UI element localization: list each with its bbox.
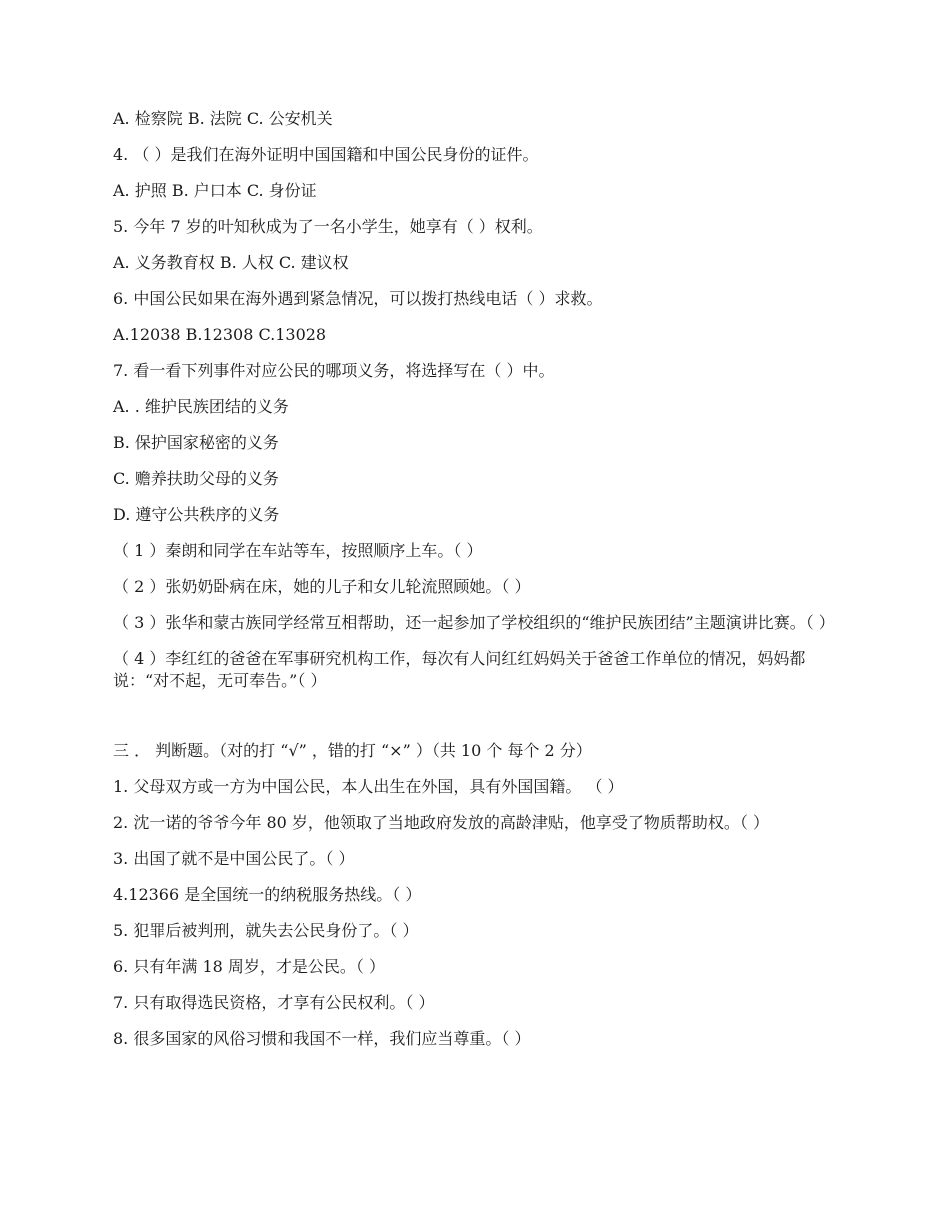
option-c: C. 赡养扶助父母的义务 [113, 469, 279, 488]
option-line-q3: A. 检察院 B. 法院 C. 公安机关 [113, 109, 333, 128]
question-7: 7. 看一看下列事件对应公民的哪项义务，将选择写在（ ）中。 [113, 361, 555, 380]
question-6: 6. 中国公民如果在海外遇到紧急情况，可以拨打热线电话（ ）求救。 [113, 289, 603, 308]
option-a: A. . 维护民族团结的义务 [113, 397, 289, 416]
question-5: 5. 今年 7 岁的叶知秋成为了一名小学生，她享有（ ）权利。 [113, 217, 543, 236]
judge-item-7: 7. 只有取得选民资格，才享有公民权利。（ ） [113, 993, 435, 1012]
document-page [113, 108, 833, 1064]
section-spacer [113, 706, 833, 740]
judge-item-2: 2. 沈一诺的爷爷今年 80 岁，他领取了当地政府发放的高龄津贴，他享受了物质帮助权。（ ） [113, 813, 769, 832]
option-line-q6: A.12038 B.12308 C.13028 [113, 325, 327, 344]
subquestion-4: （ 4 ）李红红的爸爸在军事研究机构工作，每次有人问红红妈妈关于爸爸工作单位的情况，妈妈都说：“对不起，无可奉告。”（ ） [113, 649, 806, 690]
judge-item-8: 8. 很多国家的风俗习惯和我国不一样，我们应当尊重。（ ） [113, 1029, 531, 1048]
judge-item-3: 3. 出国了就不是中国公民了。（ ） [113, 849, 355, 868]
option-d: D. 遵守公共秩序的义务 [113, 505, 280, 524]
judge-item-4: 4.12366 是全国统一的纳税服务热线。（ ） [113, 885, 422, 904]
judge-item-6: 6. 只有年满 18 周岁，才是公民。（ ） [113, 957, 385, 976]
judge-item-1: 1. 父母双方或一方为中国公民，本人出生在外国，具有外国国籍。 （ ） [113, 777, 624, 796]
subquestion-1: （ 1 ）秦朗和同学在车站等车，按照顺序上车。（ ） [113, 541, 483, 560]
option-line-q5: A. 义务教育权 B. 人权 C. 建议权 [113, 253, 349, 272]
subquestion-3: （ 3 ）张华和蒙古族同学经常互相帮助，还一起参加了学校组织的“维护民族团结”主题演讲比赛。（ ） [113, 613, 835, 632]
judge-item-5: 5. 犯罪后被判刑，就失去公民身份了。（ ） [113, 921, 419, 940]
subquestion-2: （ 2 ）张奶奶卧病在床，她的儿子和女儿轮流照顾她。（ ） [113, 577, 531, 596]
option-b: B. 保护国家秘密的义务 [113, 433, 279, 452]
option-line-q4: A. 护照 B. 户口本 C. 身份证 [113, 181, 317, 200]
question-4: 4. （ ）是我们在海外证明中国国籍和中国公民身份的证件。 [113, 145, 539, 164]
section-3-heading: 三 ． 判断题。（对的打 “√” ，错的打 “×” ）（共 10 个 每个 2 分） [113, 741, 592, 760]
